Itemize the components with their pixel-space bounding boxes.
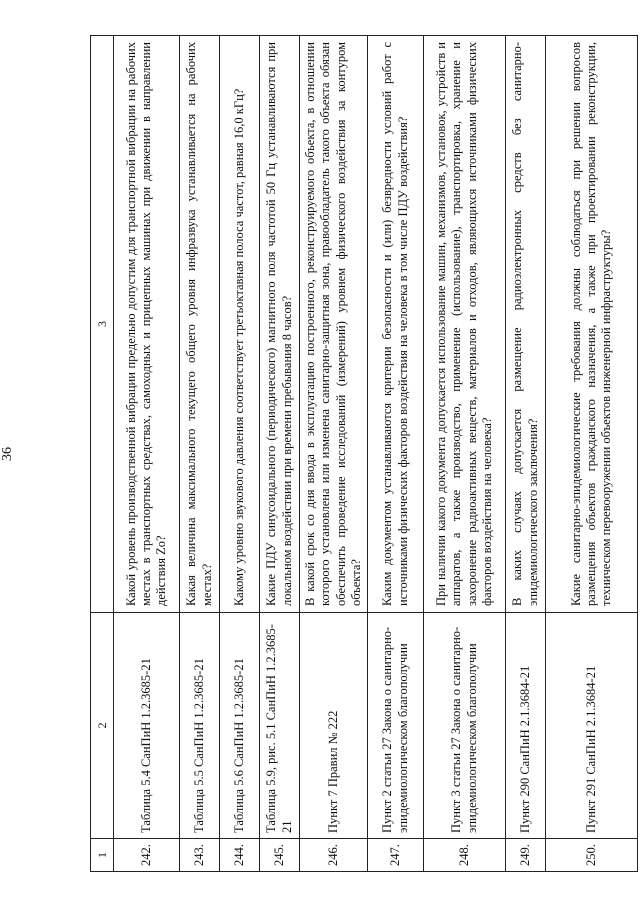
- table-row: [180, 36, 220, 872]
- row-source: Таблица 5.6 СанПиН 1.2.3685-21: [220, 613, 260, 839]
- row-number: 248.: [424, 839, 506, 872]
- table-row: [220, 36, 260, 872]
- row-source: Таблица 5.4 СанПиН 1.2.3685-21: [114, 613, 180, 839]
- table-row: [300, 36, 368, 872]
- row-question: В какой срок со дня ввода в эксплуатацию построенного, реконструируемого объекта, в отношении которого установлена или изменена санитарно-защитная зона, правообладатель такого объекта обязан обеспечить проведение исследований (измерений) уровнем физического воздействия за контуром объекта?: [300, 36, 368, 613]
- row-source: Таблица 5.5 СанПиН 1.2.3685-21: [180, 613, 220, 839]
- header-col-3: 3: [91, 36, 114, 613]
- row-question: В каких случаях допускается размещение радиоэлектронных средств без санитарно-эпидемиологического заключения?: [506, 36, 546, 613]
- row-question: Какому уровню звукового давления соответствует третьоктавная полоса частот, равная 16,0 кГц?: [220, 36, 260, 613]
- row-question: Какой уровень производственной вибрации предельно допустим для транспортной вибрации на рабочих местах в транспортных средствах, самоходных и прицепных машинах при движении в направлении действия Zo?: [114, 36, 180, 613]
- row-number: 242.: [114, 839, 180, 872]
- header-col-1: 1: [91, 839, 114, 872]
- table-row: [368, 36, 424, 872]
- rotated-table-frame: [90, 36, 634, 872]
- row-number: 245.: [260, 839, 300, 872]
- table-header-row: [91, 36, 114, 872]
- row-source: Пункт 3 статьи 27 Закона о санитарно-эпидемиологическом благополучии: [424, 613, 506, 839]
- table-row: [506, 36, 546, 872]
- table-row: [546, 36, 638, 872]
- page-number: 36: [0, 447, 15, 461]
- row-number: 243.: [180, 839, 220, 872]
- questions-table: [90, 35, 638, 872]
- table-row: [424, 36, 506, 872]
- row-number: 246.: [300, 839, 368, 872]
- row-question: Какая величина максимального текущего общего уровня инфразвука устанавливается на рабочих местах?: [180, 36, 220, 613]
- row-source: Пункт 2 статьи 27 Закона о санитарно-эпидемиологическом благополучии: [368, 613, 424, 839]
- row-number: 247.: [368, 839, 424, 872]
- row-question: При наличии какого документа допускается использование машин, механизмов, установок, устройств и аппаратов, а также производство, применение (использование), транспортировка, хранение и захоронение радиоактивных веществ, материалов и отходов, являющихся источниками физических факторов воздействия на человека?: [424, 36, 506, 613]
- header-col-2: 2: [91, 613, 114, 839]
- table-row: [260, 36, 300, 872]
- row-question: Каким документом устанавливаются критерии безопасности и (или) безвредности условий работ с источниками физических факторов воздействия на человека в том числе ПДУ воздействия?: [368, 36, 424, 613]
- row-question: Какие санитарно-эпидемиологические требования должны соблюдаться при решении вопросов размещения объектов гражданского назначения, а также при проектировании реконструкции, техническом перевооружении объектов инженерной инфраструктуры?: [546, 36, 638, 613]
- row-number: 249.: [506, 839, 546, 872]
- row-number: 244.: [220, 839, 260, 872]
- table-row: [114, 36, 180, 872]
- row-number: 250.: [546, 839, 638, 872]
- row-source: Пункт 291 СанПиН 2.1.3684-21: [546, 613, 638, 839]
- row-source: Таблица 5.9, рис. 5.1 СанПиН 1.2.3685-21: [260, 613, 300, 839]
- row-source: Пункт 290 СанПиН 2.1.3684-21: [506, 613, 546, 839]
- row-question: Какие ПДУ синусоидального (периодического) магнитного поля частотой 50 Гц устанавливаются при локальном воздействии при времени пребывания 8 часов?: [260, 36, 300, 613]
- row-source: Пункт 7 Правил № 222: [300, 613, 368, 839]
